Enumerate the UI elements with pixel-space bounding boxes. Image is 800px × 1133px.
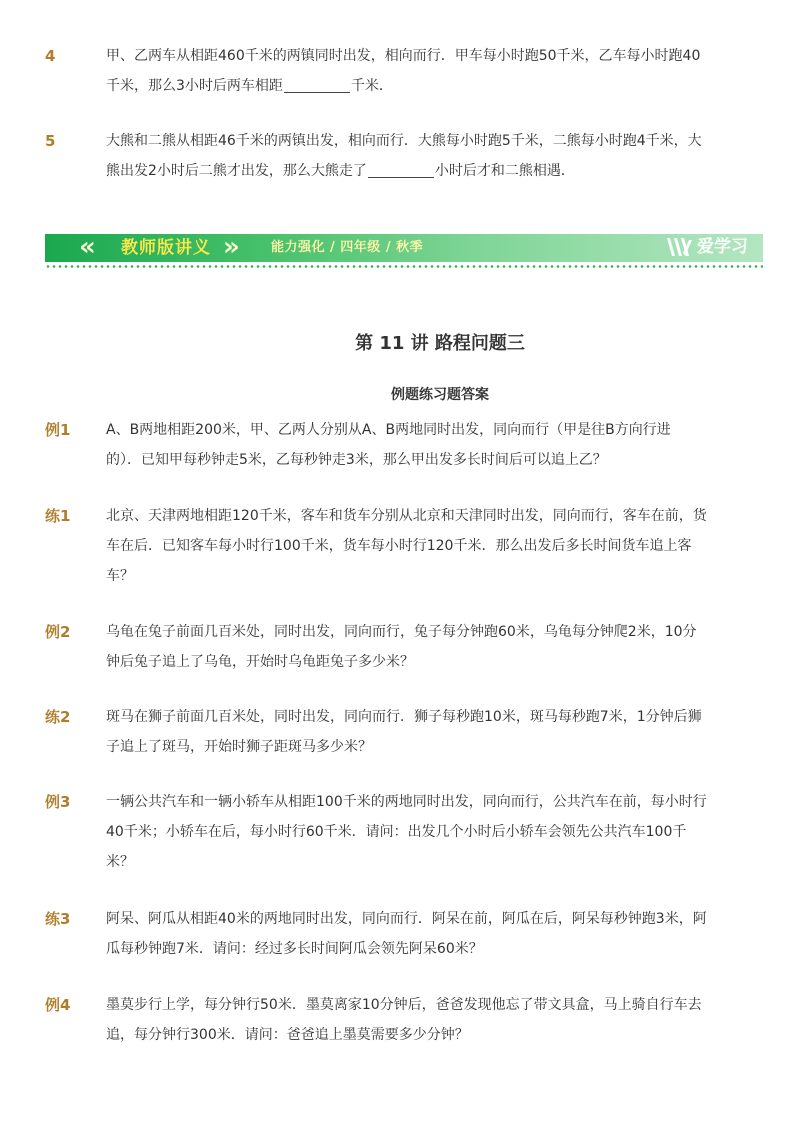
brand-logo-text: 爱学习 bbox=[697, 237, 748, 257]
section-title: 例题练习题答案 bbox=[391, 387, 489, 403]
problem-number: 练3 bbox=[45, 910, 71, 928]
problem-text: 乌龟在兔子前面几百米处，同时出发，同向而行，兔子每分钟跑60米，乌龟每分钟爬2米，10分 钟后兔子追上了乌龟，开始时乌龟距兔子多少米？ bbox=[106, 624, 697, 670]
problem-text: 一辆公共汽车和一辆小轿车从相距100千米的两地同时出发，同向而行，公共汽车在前，每小时行 40千米；小轿车在后，每小时行60千米．请问：出发几个小时后小轿车会领先公共汽车100千 米？ bbox=[106, 794, 707, 870]
problem-text: 北京、天津两地相距120千米，客车和货车分别从北京和天津同时出发，同向而行，客车在前，货 车在后．已知客车每小时行100千米，货车每小时行120千米．那么出发后多长时间货车追上客 车？ bbox=[106, 508, 707, 584]
problem-text: 斑马在狮子前面几百米处，同时出发，同向而行．狮子每秒跑10米，斑马每秒跑7米，1分钟后狮 子追上了斑马，开始时狮子距斑马多少米？ bbox=[106, 709, 702, 755]
problem-number: 例2 bbox=[45, 623, 71, 641]
banner-title: 教师版讲义 bbox=[121, 238, 211, 258]
problem-number: 例1 bbox=[45, 421, 71, 439]
problem-text: 墨莫步行上学，每分钟行50米．墨莫离家10分钟后，爸爸发现他忘了带文具盒，马上骑自行车去 追，每分钟行300米．请问：爸爸追上墨莫需要多少分钟？ bbox=[106, 997, 702, 1043]
banner-subtitle: 能力强化 / 四年级 / 秋季 bbox=[271, 240, 424, 255]
dotted-divider bbox=[45, 265, 763, 268]
double-chevron-left-icon: « bbox=[79, 232, 96, 262]
question-text: 甲、乙两车从相距460千米的两镇同时出发，相向而行．甲车每小时跑50千米，乙车每小时跑40 千米，那么3小时后两车相距 千米． bbox=[106, 48, 701, 94]
answer-blank bbox=[284, 76, 350, 93]
problem-number: 练2 bbox=[45, 708, 71, 726]
brand-logo-icon bbox=[665, 236, 693, 258]
lecture-title: 第 11 讲 路程问题三 bbox=[355, 333, 525, 354]
double-chevron-right-icon: » bbox=[223, 232, 240, 262]
problem-text: 阿呆、阿瓜从相距40米的两地同时出发，同向而行．阿呆在前，阿瓜在后，阿呆每秒钟跑3米，阿 瓜每秒钟跑7米．请问：经过多长时间阿瓜会领先阿呆60米？ bbox=[106, 911, 707, 957]
question-number: 5 bbox=[45, 132, 56, 150]
question-number: 4 bbox=[45, 47, 56, 65]
problem-number: 例3 bbox=[45, 793, 71, 811]
problem-text: A、B两地相距200米，甲、乙两人分别从A、B两地同时出发，同向而行（甲是往B方向行进 的）．已知甲每秒钟走5米，乙每秒钟走3米，那么甲出发多长时间后可以追上乙？ bbox=[106, 422, 671, 468]
question-text: 大熊和二熊从相距46千米的两镇出发，相向而行．大熊每小时跑5千米，二熊每小时跑4千米，大 熊出发2小时后二熊才出发，那么大熊走了 小时后才和二熊相遇． bbox=[106, 133, 702, 179]
answer-blank bbox=[368, 161, 434, 178]
problem-number: 练1 bbox=[45, 507, 71, 525]
problem-number: 例4 bbox=[45, 996, 71, 1014]
chapter-banner bbox=[45, 229, 763, 269]
